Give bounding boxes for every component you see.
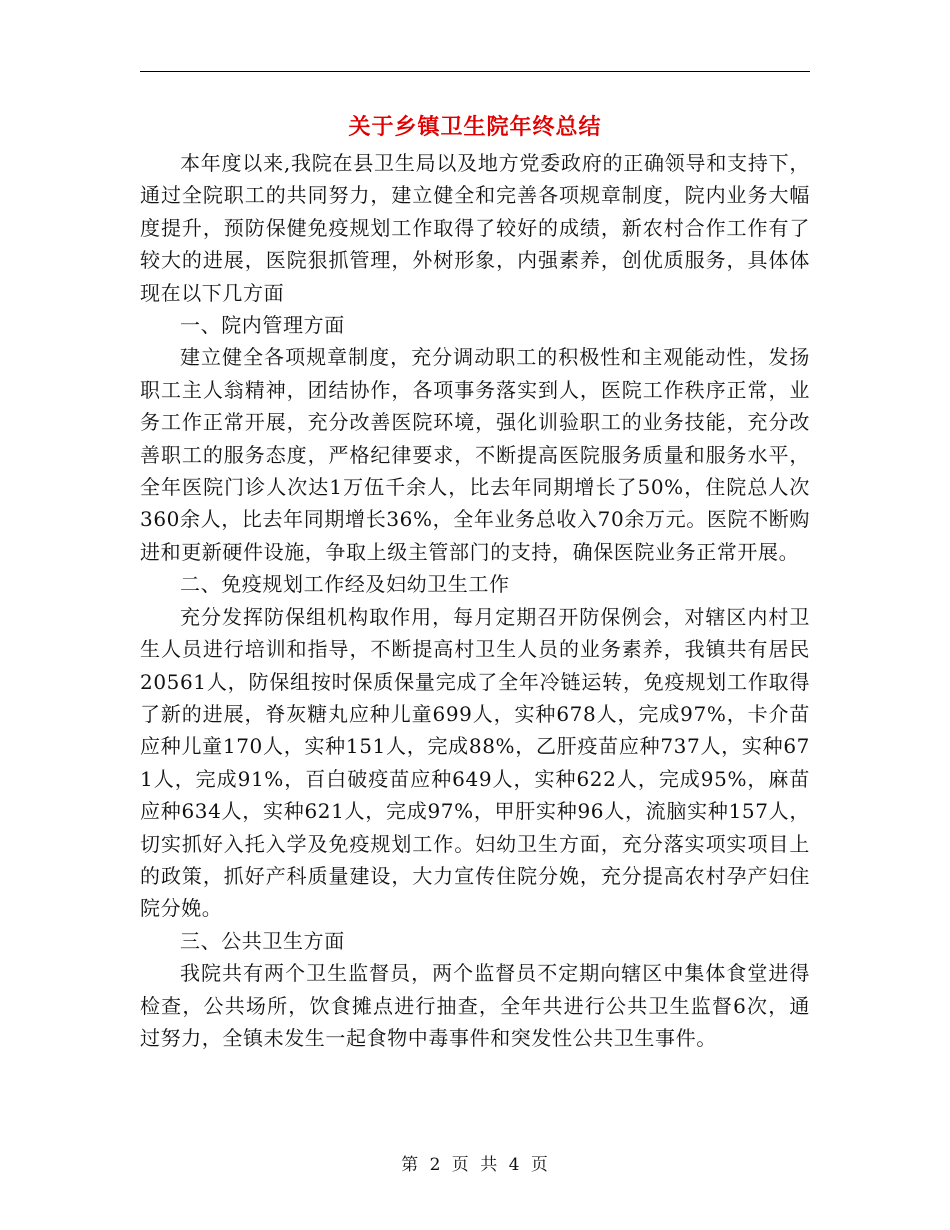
immunization-paragraph: 充分发挥防保组机构取作用，每月定期召开防保例会，对辖区内村卫生人员进行培训和指导，不断提高村卫生人员的业务素养，我镇共有居民20561人，防保组按时保质保量完成了全年冷链运转，免疫规划工作取得了新的进展，脊灰糖丸应种儿童699人，实种678人，完成97%，卡介苗应种儿童170人，实种151人，完成88%，乙肝疫苗应种737人，实种671人，完成91%，百白破疫苗应种649人，实种622人，完成95%，麻苗应种634人，实种621人，完成97%，甲肝实种96人，流脑实种157人，切实抓好入托入学及免疫规划工作。妇幼卫生方面，充分落实项实项目上的政策，抓好产科质量建设，大力宣传住院分娩，充分提高农村孕产妇住院分娩。: [140, 604, 810, 921]
management-paragraph: 建立健全各项规章制度，充分调动职工的积极性和主观能动性，发扬职工主人翁精神，团结协作，各项事务落实到人，医院工作秩序正常，业务工作正常开展，充分改善医院环境，强化训验职工的业务技能，充分改善职工的服务态度，严格纪律要求，不断提高医院服务质量和服务水平，全年医院门诊人次达1万伍千余人，比去年同期增长了50%，住院总人次360余人，比去年同期增长36%，全年业务总收入70余万元。医院不断购进和更新硬件设施，争取上级主管部门的支持，确保医院业务正常开展。: [140, 345, 810, 564]
public-health-paragraph: 我院共有两个卫生监督员，两个监督员不定期向辖区中集体食堂进得检查，公共场所，饮食摊点进行抽查，全年共进行公共卫生监督6次，通过努力，全镇未发生一起食物中毒事件和突发性公共卫生事件。: [140, 961, 810, 1050]
header-rule: [140, 71, 810, 72]
section-heading-immunization: 二、免疫规划工作经及妇幼卫生工作: [180, 572, 510, 597]
document-title: 关于乡镇卫生院年终总结: [348, 114, 602, 140]
page-number: 第 2 页 共 4 页: [401, 1155, 549, 1175]
document-body: [140, 147, 810, 1054]
section-heading-management: 一、院内管理方面: [180, 313, 345, 338]
section-heading-public-health: 三、公共卫生方面: [180, 928, 345, 953]
intro-paragraph: 本年度以来,我院在县卫生局以及地方党委政府的正确领导和支持下，通过全院职工的共同努力，建立健全和完善各项规章制度，院内业务大幅度提升，预防保健免疫规划工作取得了较好的成绩，新农村合作工作有了较大的进展，医院狠抓管理，外树形象，内强素养，创优质服务，具体体现在以下几方面: [140, 151, 810, 305]
